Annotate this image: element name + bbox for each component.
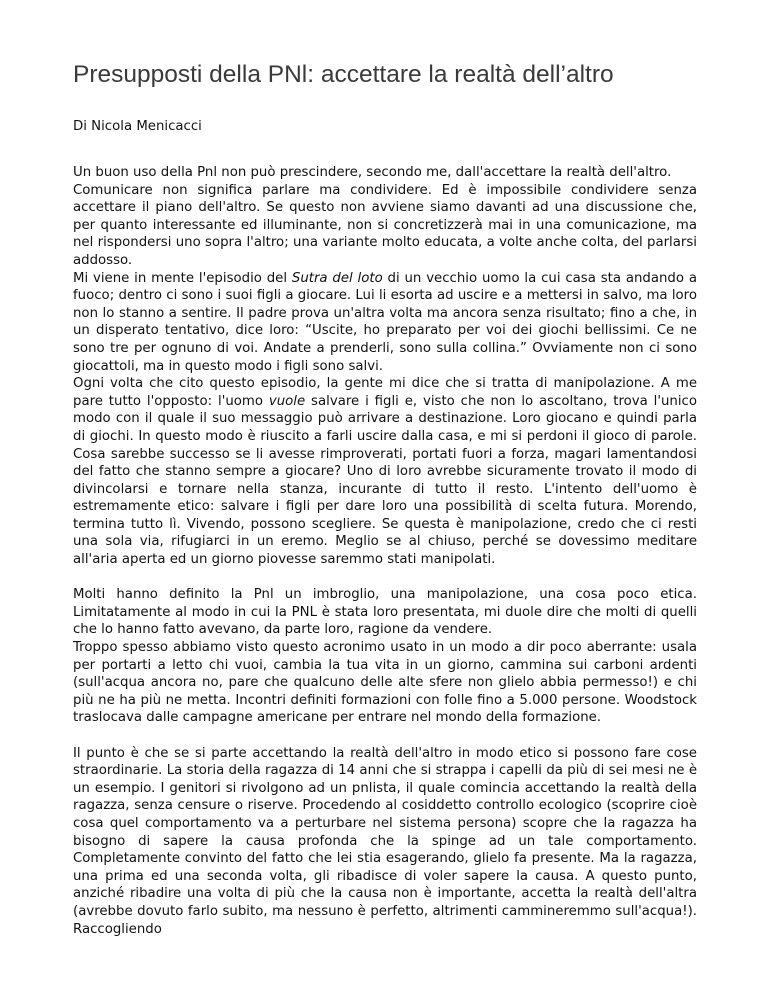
paragraph-italic: vuole (268, 393, 306, 409)
paragraph: Molti hanno definito la Pnl un imbroglio, una manipolazione, una cosa poco etica. Limitatamente al modo in cui la PNL è stata loro presentata, mi duole dire che molti di quelli che lo hanno fatto avevano, da parte loro, ragione da vendere. (73, 587, 697, 638)
paragraph: Comunicare non significa parlare ma condividere. Ed è impossibile condividere senza accettare il piano dell'altro. Se questo non avviene siamo davanti ad una discussione che, per quanto interessante ed illuminante, non si concretizzerà mai in una comunicazione, ma nel rispondersi uno sopra l'altro; una variante molto educata, a volte anche colta, del parlarsi addosso. (73, 182, 697, 268)
paragraph-text: salvare i figli e, visto che non lo ascoltano, trova l'unico modo con il quale il suo messaggio può arrivare a destinazione. Loro giocano e quindi parla di giochi. In questo modo è riuscito a farli uscire dalla casa, e mi si perdoni il gioco di parole. Cosa sarebbe successo se li avesse rimproverati, portati fuori a forza, magari lamentandosi del fatto che stanno sempre a giocare? Uno di loro avrebbe sicuramente trovato il modo di divincolarsi e tornare nella stanza, incurante di tutto il resto. L'intento dell'uomo è estremamente etico: salvare i figli per dare loro una possibilità di scelta futura. Morendo, termina tutto lì. Vivendo, possono scegliere. Se questa è manipolazione, credo che ci resti una sola via, rifugiarci in un eremo. Meglio se al chiuso, perché se dovessimo meditare all'aria aperta ed un giorno piovesse saremmo stati manipolati. (73, 393, 697, 568)
author-line: Di Nicola Menicacci (73, 119, 202, 134)
paragraph-text: Mi viene in mente l'episodio del (73, 270, 292, 286)
section-3 (73, 745, 697, 939)
paragraph: Troppo spesso abbiamo visto questo acronimo usato in un modo a dir poco aberrante: usala per portarti a letto chi vuoi, cambia la tua vita in un giorno, cammina sui carboni ardenti (sull'acqua ancora no, pare che qualcuno delle alte sfere non glielo abbia permesso!) e chi più ne ha più ne metta. Incontri definiti formazioni con folle fino a 5.000 persone. Woodstock traslocava dalle campagne americane per entrare nel mondo della formazione. (73, 640, 697, 726)
section-2 (73, 586, 697, 727)
paragraph: Il punto è che se si parte accettando la realtà dell'altro in modo etico si possono fare cose straordinarie. La storia della ragazza di 14 anni che si strappa i capelli da più di sei mesi ne è un esempio. I genitori si rivolgono ad un pnlista, il quale comincia accettando la realtà della ragazza, senza censure o riserve. Procedendo al cosiddetto controllo ecologico (scoprire cioè cosa quel comportamento va a perturbare nel sistema persona) scopre che la ragazza ha bisogno di sapere la causa profonda che la spinge ad un tale comportamento. Completamente convinto del fatto che lei stia esagerando, glielo fa presente. Ma la ragazza, una prima ed una seconda volta, gli ribadisce di voler sapere la causa. A questo punto, anziché ribadire una volta di più che la causa non è importante, accetta la realtà dell'altra (avrebbe dovuto farlo subito, ma nessuno è perfetto, altrimenti cammineremmo sull'acqua!). Raccogliendo (73, 745, 697, 937)
paragraph-text: di un vecchio uomo la cui casa sta andando a fuoco; dentro ci sono i suoi figli a giocare. Lui li esorta ad uscire e a mettersi in salvo, ma loro non lo stanno a sentire. Il padre prova un'altra volta ma ancora senza risultato; fino a che, in un disperato tentativo, dice loro: “Uscite, ho preparato per voi dei giochi bellissimi. Ce ne sono tre per ognuno di voi. Andate a prenderli, sono sulla collina.” Ovviamente non ci sono giocattoli, ma in questo modo i figli sono salvi. (73, 270, 697, 374)
paragraph-italic: Sutra del loto (291, 270, 383, 286)
document-title: Presupposti della PNl: accettare la realtà dell’altro (73, 61, 614, 88)
document-page (73, 60, 697, 938)
paragraph-text: Ogni volta che cito questo episodio, la gente mi dice che si tratta di manipolazione. A me pare tutto l'opposto: l'uomo (73, 376, 697, 409)
section-1 (73, 164, 697, 569)
paragraph: Un buon uso della Pnl non può prescindere, secondo me, dall'accettare la realtà dell'altro. (73, 165, 672, 180)
paragraph (73, 270, 697, 376)
paragraph (73, 375, 697, 569)
